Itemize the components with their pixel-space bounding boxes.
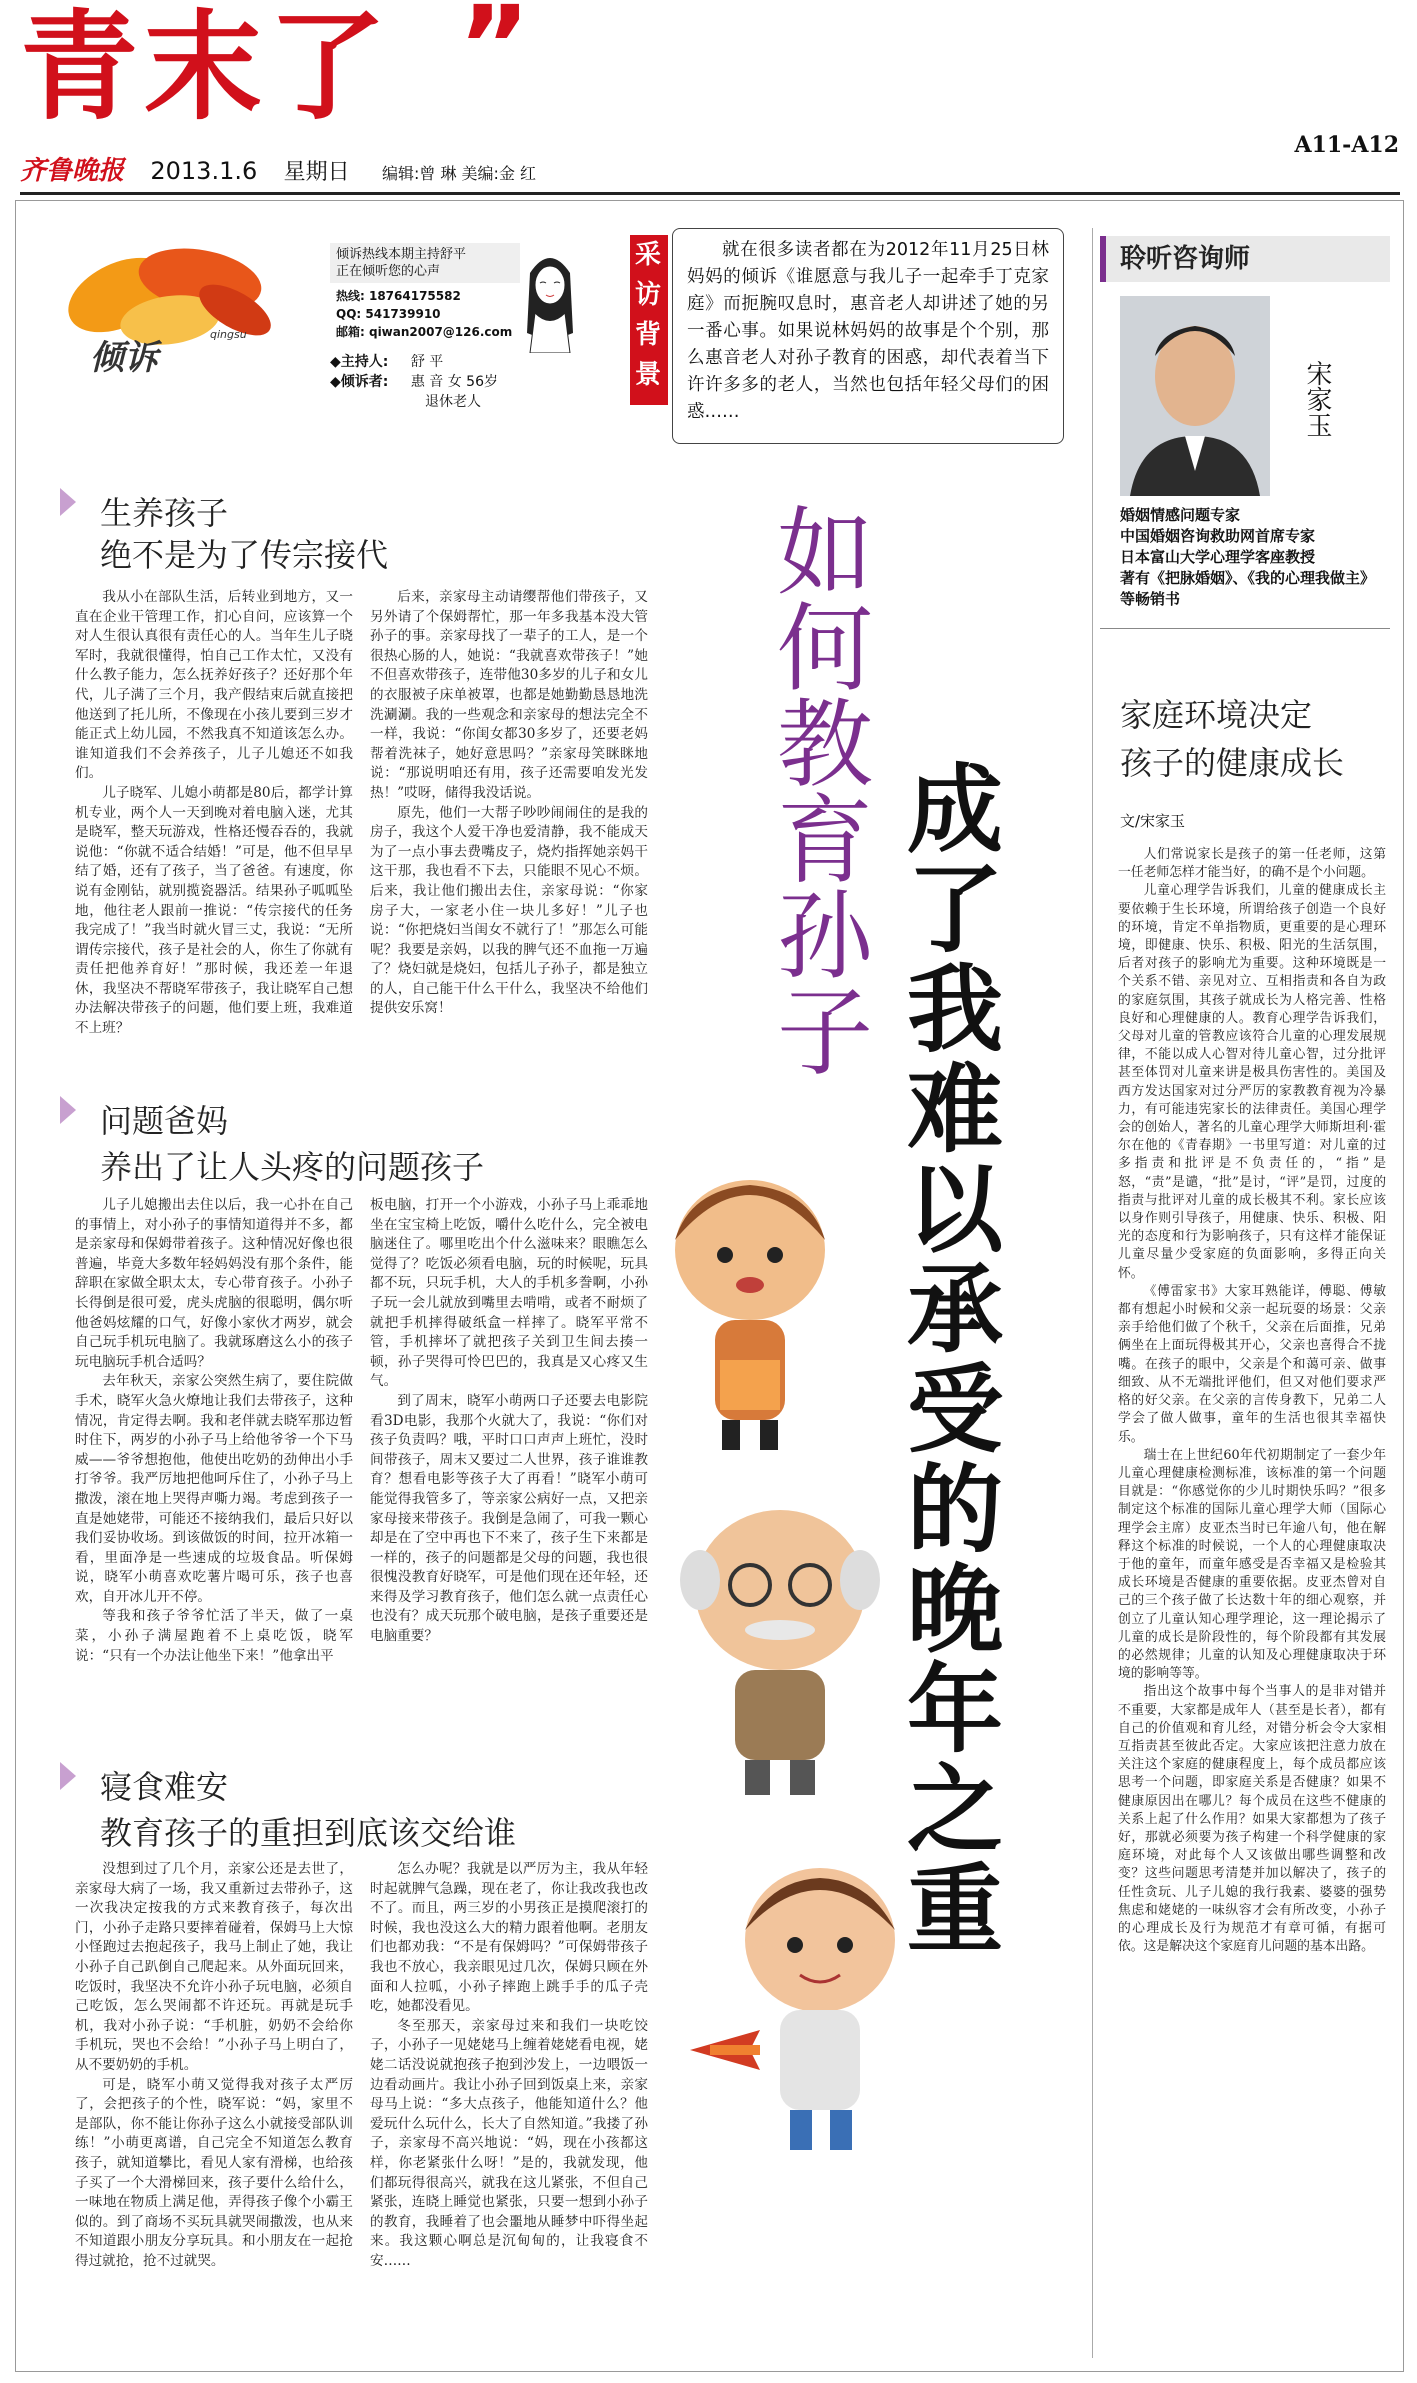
section-1-title: 生养孩子 <box>100 494 229 532</box>
headline-purple <box>770 497 880 1089</box>
background-text: 就在很多读者都在为2012年11月25日林妈妈的倾诉《谁愿意与我儿子一起牵手丁克家庭》而扼腕叹息时，惠音老人却讲述了她的另一番心事。如果说林妈妈的故事是个个别，那么惠音老人对孙子教育的困惑，却代表着当下许许多多的老人，当然也包括年轻父母们的困惑…… <box>687 240 1049 422</box>
grandpa-clay-icon <box>665 1480 895 1800</box>
masthead-title: 青末了 <box>20 0 393 136</box>
background-tag <box>630 235 668 405</box>
host-portrait <box>515 243 585 353</box>
headline-black-char: 我 <box>907 954 1003 1066</box>
headline-black-char: 重 <box>907 1854 1003 1966</box>
paragraph: 怎么办呢？我就是以严厉为主，我从年轻时起就脾气急躁，现在老了，你让我改我也改不了。而且，两三岁的小男孩正是摸爬滚打的时候，我也没这么大的精力跟着他啊。老朋友们也都劝我：“不是有保姆吗？”可保姆带孩子我也不放心，我亲眼见过几次，保姆只顾在外面和人拉呱，小孙子摔跑上跳手手的瓜子壳吃，她都没看见。 <box>370 1861 648 2015</box>
sidebar-byline: 文/宋家玉 <box>1120 812 1186 830</box>
headline-black-char: 的 <box>907 1454 1003 1566</box>
paragraph: 原先，他们一大帮子吵吵闹闹住的是我的房子，我这个人爱干净也爱清静，我不能成天为了一点小事去费嘴皮子，烧灼指挥她亲妈干这干那，我也看不下去，只能眼不见心不烦。后来，我让他们搬出去住，亲家母说：“你家房子大，一家老小住一块儿多好！”儿子也说：“你把烧妇当闺女不就行了！”那怎么可能呢？我要是亲妈，以我的脾气还不血拖一万遍了？烧妇就是烧妇，包括儿子孙子，都是独立的人，自己能干什么干什么，我坚决不给他们提供安乐窝！ <box>370 804 648 1017</box>
column-name: 倾诉 <box>90 338 158 378</box>
headline-purple-char: 何 <box>777 593 873 705</box>
headline-purple-char: 子 <box>777 977 873 1089</box>
hotline-qq: QQ: 541739910 <box>336 307 441 321</box>
headline-black-char: 受 <box>907 1354 1003 1466</box>
paragraph: 没想到过了几个月，亲家公还是去世了，亲家母大病了一场，我又重新过去带孙子，这一次我决定按我的方式来教育孩子，每次出门，小孙子走路只要摔着碰着，保姆马上大惊小怪跑过去抱起孩子，我马上制止了她，我让小孙子自己趴倒自己爬起来。从外面玩回来，吃饭时，我坚决不允许小孙子玩电脑，必须自己吃饭，怎么哭闹都不许还玩。再就是玩手机，我对小孙子说：“手机脏，奶奶不会给你手机玩，哭也不会给！”小孙子马上明白了，从不要奶奶的手机。 <box>75 1861 353 2073</box>
teller-label: ◆倾诉者: <box>330 374 389 390</box>
headline-black-char: 承 <box>907 1254 1003 1366</box>
paragraph: 后来，亲家母主动请缨帮他们带孩子，又另外请了个保姆帮忙，那一年多我基本没大管孙子的事。亲家母找了一辈子的工人，是一个很热心肠的人，她说：“我就喜欢带孩子！”她不但喜欢带孩子，连带他30多岁的儿子和女儿的衣服被子床单被罩，也都是她勤勤恳恳地洗洗涮涮。我的一些观念和亲家母的想法完全不一样，我说：“你闺女都30多岁了，还要老妈帮着洗袜子，她好意思吗？”亲家母笑眯眯地说：“那说明咱还有用，孩子还需要咱发光发热！”哎呀，储得我没话说。 <box>370 589 648 801</box>
hotline-title <box>330 243 520 283</box>
section-marker-icon <box>60 488 76 516</box>
header-rule <box>20 192 1400 195</box>
hotline-title-line2: 正在倾听您的心声 <box>336 264 441 279</box>
headline-purple-char: 育 <box>777 785 873 897</box>
section-marker-icon <box>60 1762 76 1790</box>
expert-titles <box>1120 505 1390 610</box>
paragraph: 瑞士在上世纪60年代初期制定了一套少年儿童心理健康检测标准，该标准的第一个问题目就是：“你感觉你的少儿时期快乐吗？”很多制定这个标准的国际儿童心理学大师（国际心理学会主席）皮亚杰当时已年逾八旬，他在解释这个标准的时候说，一个人的心理健康取决于他的童年，而童年感受是否幸福又是检验其成长环境是否健康的重要依据。皮亚杰曾对自己的三个孩子做了长达数十年的细心观察，并创立了儿童认知心理学理论，这一理论揭示了儿童的成长是阶段性的，每个阶段都有其发展的必然规律；儿童的认知及心理健康取决于环境的影响等等。 <box>1118 1447 1386 1682</box>
host-label: ◆主持人: <box>330 354 389 370</box>
section-marker-icon <box>60 1096 76 1124</box>
headline-black-char: 晚 <box>907 1554 1003 1666</box>
background-tag-char-4: 景 <box>630 355 666 395</box>
expert-portrait-icon <box>1120 296 1270 496</box>
headline-black <box>900 754 1010 1966</box>
paragraph: 人们常说家长是孩子的第一任老师，这第一任老师怎样才能当好，的确不是个小问题。 <box>1118 847 1386 881</box>
section-3-title: 寝食难安 <box>100 1768 229 1806</box>
teller-job: 退休老人 <box>425 394 481 410</box>
host-info <box>330 352 600 412</box>
expert-name-text: 宋家玉 <box>1302 360 1332 438</box>
paragraph: 儿子晓军、儿媳小萌都是80后，都学计算机专业，两个人一天到晚对着电脑入迷，尤其是晓军，整天玩游戏，性格还慢吞吞的，我就说他：“你就不适合结婚！”可是，他不但早早结了婚，还有了孩子，当了爸爸。有速度，你说有金刚钻，就别揽瓷器活。结果孙子呱呱坠地，他往老人跟前一推说：“传宗接代的任务我完成了！”我当时就火冒三丈，我说：“无所谓传宗接代，孩子是社会的人，你生了你就有责任把他养育好！”那时候，我还差一年退休，我坚决不帮晓军带孩子，我让晓军自己想办法解决带孩子的问题，他们要上班，我难道不上班？ <box>75 784 353 1037</box>
paragraph: 到了周末，晓军小萌两口子还要去电影院看3D电影，我那个火就大了，我说：“你们对孩子负责吗？哦，平时口口声声上班忙，没时间带孩子，周末又要过二人世界，孩子谁谁教育？想看电影等孩子大了再看！”晓军小萌可能觉得我管多了，等亲家公病好一点，又把亲家母接来带孩子。我倒是急闹了，可我一颗心却是在了空中再也下不来了，孩子生下来都是一样的，孩子的问题都是父母的问题，我也很很愧没教育好晓军，可是他们现在还年轻，还来得及学习教育孩子，他们怎么就一点责任心也没有？成天玩那个破电脑，是孩子重要还是电脑重要？ <box>370 1392 648 1645</box>
masthead-quote-mark: ” <box>458 0 531 110</box>
paragraph: 可是，晓军小萌又觉得我对孩子太严厉了，会把孩子的个性，晓军说：“妈，家里不是部队，你不能让你孙子这么小就接受部队训练！”小萌更离谱，自己完全不知道怎么教育孩子，就知道攀比，看见人家有滑梯，也给孩子买了一个大滑梯回来，孩子要什么给什么，一味地在物质上满足他，弄得孩子像个小霸王似的。到了商场不买玩具就哭闹撒泼，也从来不知道跟小朋友分享玩具。和小朋友在一起抢得过就抢，抢不过就哭。 <box>75 2076 353 2269</box>
info-bar <box>20 150 1400 186</box>
headline-black-char: 成 <box>907 754 1003 866</box>
headline-purple-char: 如 <box>777 497 873 609</box>
grandson-figure <box>680 1850 920 2170</box>
background-tag-char-2: 访 <box>630 275 666 315</box>
newspaper-logo: 齐鲁晚报 <box>20 156 125 186</box>
host-name: 舒 平 <box>410 354 444 370</box>
paragraph: 儿子儿媳搬出去住以后，我一心扑在自己的事情上，对小孙子的事情知道得并不多，都是亲家母和保姆带着孩子。这种情况好像也很普遍，毕竟大多数年轻妈妈没有那个条件，能辞职在家做全职太太，专心带育孩子。小孙子长得倒是很可爱，虎头虎脑的很聪明，偶尔听他爸妈炫耀的口气，好像小家伙才两岁，就会自己玩手机玩电脑了。我就琢磨这么小的孩子玩电脑玩手机合适吗？ <box>75 1197 353 1370</box>
sidebar-article-body <box>1118 846 1386 2346</box>
section-1-col-2 <box>370 588 648 1078</box>
section-3-subtitle: 教育孩子的重担到底该交给谁 <box>100 1814 517 1852</box>
expert-title: 中国婚姻咨询救助网首席专家 <box>1120 527 1316 545</box>
section-1-subtitle: 绝不是为了传宗接代 <box>100 536 389 574</box>
page-number: A11-A12 <box>1294 132 1399 158</box>
hotline-email: 邮箱: qiwan2007@126.com <box>336 325 513 339</box>
paragraph: 去年秋天，亲家公突然生病了，要住院做手术，晓军火急火燎地让我们去带孩子，这种情况，肯定得去啊。我和老伴就去晓军那边暂时住下，两岁的小孙子马上给他爷爷一个下马威——爷爷想抱他，他使出吃奶的劲伸出小手打爷爷。我严厉地把他呵斥住了，小孙子马上撒泼，滚在地上哭得声嘶力竭。考虑到孩子一直是她姥带，可能还不接纳我们，最后只好以我们妥协收场。到该做饭的时间，拉开冰箱一看，里面净是一些速成的垃圾食品。听保姆说，晓军小萌喜欢吃薯片喝可乐，孩子也喜欢，自开冰儿开不停。 <box>75 1373 353 1605</box>
expert-photo <box>1120 296 1270 496</box>
paragraph: 我从小在部队生活，后转业到地方，又一直在企业干管理工作，扪心自问，应该算一个对人生很认真很有责任心的人。当年生儿子晓军时，我就很懂得，怕自己工作太忙，又没有什么教子能力，怎么抚养好孩子？还好那个年代，儿子满了三个月，我产假结束后就直接把他送到了托儿所，不像现在小孩儿要到三岁才能正式上幼儿园，不然我真不知道该怎么办。谁知道我们不会养孩子，儿子儿媳还不如我们。 <box>75 589 353 782</box>
section-2-title: 问题爸妈 <box>100 1102 229 1140</box>
expert-title: 著有《把脉婚姻》、《我的心理我做主》 <box>1120 569 1376 587</box>
paragraph: 等我和孩子爷爷忙活了半天，做了一桌菜，小孙子满屋跑着不上桌吃饭，晓军说：“只有一个办法让他坐下来！”他拿出平 <box>75 1608 353 1664</box>
column-pinyin: qingsu <box>210 328 247 341</box>
expert-title: 等畅销书 <box>1120 590 1181 608</box>
paragraph: 指出这个故事中每个当事人的是非对错并不重要，大家都是成年人（甚至是长者），都有自己的价值观和育儿经，对错分析会令大家相互指责甚至彼此否定。大家应该把注意力放在关注这个家庭的健康程度上，每个成员都应该思考一个问题，即家庭关系是否健康？如果不健康原因出在哪儿？每个成员在这些不健康的关系上起了什么作用？如果大家都想为了孩子好，那就必须要为孩子构建一个科学健康的家庭环境，对此每个人又该做出哪些调整和改变？这些问题思考清楚并加以解决了，孩子的任性贪玩、儿子儿媳的我行我素、婆婆的强势焦虑和姥姥的一味纵容才会有所改变，小孙子的心理成长及行为规范才有章可循，有据可依。这是解决这个家庭育儿问题的基本出路。 <box>1118 1684 1386 1955</box>
editor-credits: 编辑:曾 琳 美编:金 红 <box>381 164 537 183</box>
headline-black-char: 年 <box>907 1654 1003 1766</box>
paragraph: 板电脑，打开一个小游戏，小孙子马上乖乖地坐在宝宝椅上吃饭，嚼什么吃什么，完全被电脑迷住了。哪里吃出个什么滋味来？眼瞧怎么觉得了？吃饭必须看电脑，玩的时候呢，玩具都不玩，只玩手机，大人的手机多誊啊，小孙子玩一会儿就放到嘴里去啃啃，或者不耐烦了就把手机摔得破纸盒一样摔了。晓军平常不管，手机摔坏了就把孩子关到卫生间去揍一顿，孙子哭得可怜巴巴的，我真是又心疼又生气。 <box>370 1197 648 1390</box>
headline-purple-char: 孙 <box>777 881 873 993</box>
boy-with-plane-icon <box>680 1850 920 2170</box>
issue-weekday: 星期日 <box>283 160 350 185</box>
hotline-title-line1: 倾诉热线本期主持舒平 <box>336 247 467 262</box>
sidebar-article-title2: 孩子的健康成长 <box>1120 744 1345 782</box>
section-2-col-2 <box>370 1196 648 1721</box>
paragraph: 《傅雷家书》大家耳熟能详，傅聪、傅敏都有想起小时候和父亲一起玩耍的场景：父亲亲手给他们做了个秋千，父亲在后面推，兄弟俩坐在上面玩得极其开心，父亲也喜得合不拢嘴。在孩子的眼中，父亲是个和蔼可亲、做事细致、从不无端批评他们，但又对他们要求严格的好父亲。在父亲的言传身教下，兄弟二人学会了做人做事，童年的生活也很其幸福快乐。 <box>1118 1283 1386 1445</box>
paragraph: 冬至那天，亲家母过来和我们一块吃饺子，小孙子一见姥姥马上缠着姥姥看电视，姥姥二话没说就抱孩子抱到沙发上，一边喂饭一边看动画片。我让小孙子回到饭桌上来，亲家母马上说：“多大点孩子，他能知道什么？他爱玩什么玩什么，长大了自然知道。”我搂了孙子，亲家母不高兴地说：“妈，现在小孩都这样，你老紧张什么呀！”是的，我就发现，他们都玩得很高兴，就我在这儿紧张，不但自己紧张，连晓上睡觉也紧张，只要一想到小孙子的教育，我睡着了也会噩地从睡梦中吓得坐起来。我这颗心啊总是沉甸甸的，让我寝食不安…… <box>370 2017 648 2269</box>
section-3-col-2 <box>370 1860 648 2340</box>
headline-black-char: 难 <box>907 1054 1003 1166</box>
sidebar-divider <box>1100 628 1390 629</box>
hotline-box <box>330 243 520 348</box>
sidebar-heading: 聆听咨询师 <box>1100 236 1390 282</box>
section-2-col-1 <box>75 1196 353 1721</box>
headline-black-char: 之 <box>907 1754 1003 1866</box>
column-logo <box>60 240 290 380</box>
teller-name: 惠 音 女 56岁 <box>410 374 498 390</box>
section-3-col-1 <box>75 1860 353 2340</box>
grandma-figure <box>660 1160 860 1460</box>
section-1-col-1 <box>75 588 353 1078</box>
headline-black-char: 以 <box>907 1154 1003 1266</box>
issue-date: 2013.1.6 <box>150 157 258 185</box>
background-tag-char-3: 背 <box>630 315 666 355</box>
sidebar-article-title1: 家庭环境决定 <box>1120 696 1313 734</box>
headline-black-char: 了 <box>907 854 1003 966</box>
headline-purple-char: 教 <box>777 689 873 801</box>
expert-title: 日本富山大学心理学客座教授 <box>1120 548 1316 566</box>
background-tag-char-1: 采 <box>630 235 666 275</box>
paragraph: 儿童心理学告诉我们，儿童的健康成长主要依赖于生长环境，所谓给孩子创造一个良好的环境，肯定不单指物质，更重要的是心理环境，即健康、快乐、积极、阳光的生活氛围，后者对孩子的影响尤为重要。这种环境既是一个关系不错、亲见对立、互相指责和各自为政的家庭氛围，其孩子就成长为人格完善、性格良好和心理健康的人。教育心理学告诉我们，父母对儿童的管教应该符合儿童的心理发展规律，不能以成人心智对待儿童心智，过分批评甚至体罚对儿童来讲是极具伤害性的。美国及西方发达国家对过分严厉的家教教育视为冷暴力，有可能违宪家长的法律责任。美国心理学会的创始人，著名的儿童心理学大师斯坦利·霍尔在他的《青春期》一书里写道：对儿童的过多指责和批评是不负责任的，“指”是怒，“责”是谴，“批”是讨，“评”是罚，过度的指责与批评对儿童的成长极其不利。家长应该以身作则引导孩子，用健康、快乐、积极、阳光的态度和行为影响孩子，只有这样才能保证儿童尽量少受家庭的负面影响，多得正向关怀。 <box>1118 883 1386 1281</box>
grandma-clay-icon <box>660 1160 860 1460</box>
expert-title: 婚姻情感问题专家 <box>1120 506 1241 524</box>
grandpa-figure <box>665 1480 895 1800</box>
host-avatar-icon <box>515 243 585 353</box>
hotline-phone: 热线: 18764175582 <box>336 289 461 303</box>
background-box <box>672 228 1064 444</box>
expert-name <box>1300 360 1330 438</box>
section-2-subtitle: 养出了让人头疼的问题孩子 <box>100 1148 485 1186</box>
